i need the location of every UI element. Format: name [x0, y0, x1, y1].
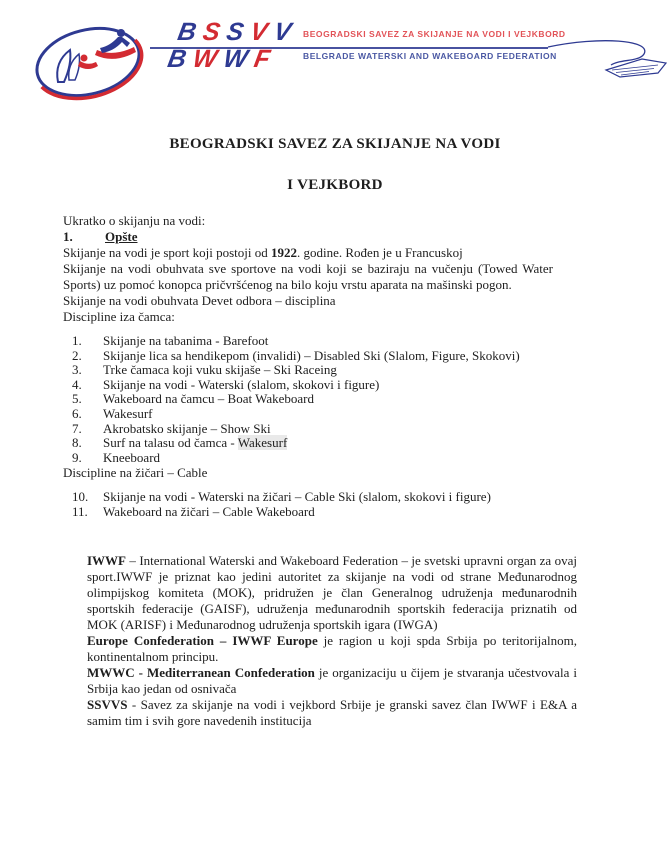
doc-title: BEOGRADSKI SAVEZ ZA SKIJANJE NA VODI: [169, 136, 501, 152]
list-item: [72, 407, 577, 422]
list-item: [72, 451, 577, 466]
mwwc-text: je organizaciju u čijem je stvaranja učestvovala i Srbija kao jedan od osnivača: [87, 664, 578, 696]
intro-text: Ukratko o skijanju na vodi:: [63, 213, 206, 228]
item-text: Skijanje lica sa hendikepom (invalidi) – Disabled Ski (Slalom, Figure, Skokovi): [103, 347, 520, 363]
cable-disciplines-heading: Discipline na žičari – Cable: [63, 465, 208, 481]
logo-acronym-top: BSSVV: [175, 18, 301, 46]
list-item: [72, 436, 577, 451]
list-item: [72, 505, 577, 520]
list-item: [72, 422, 577, 437]
list-item: [72, 363, 577, 378]
item-number: 8.: [72, 435, 82, 451]
section-heading: [63, 229, 577, 245]
logo-caption-serbian: BEOGRADSKI SAVEZ ZA SKIJANJE NA VODI I VEJKBORD: [303, 29, 566, 39]
boat-disciplines-heading: Discipline iza čamca:: [63, 309, 175, 324]
mwwc-bold: MWWC - Mediterranean Confederation: [87, 664, 315, 680]
year-bold: 1922: [271, 245, 297, 260]
item-number: 5.: [72, 391, 82, 407]
item-text: Wakesurf: [103, 405, 153, 421]
europe-bold: Europe Confederation – IWWF Europe: [87, 632, 318, 648]
item-text: Trke čamaca koji vuku skijaše – Ski Raceing: [103, 362, 337, 378]
item-number: 2.: [72, 347, 82, 363]
item-number: 1.: [72, 333, 82, 348]
boat-sketch-icon: [606, 59, 666, 77]
iwwf-bold: IWWF: [87, 552, 126, 568]
item-text: Wakeboard na žičari – Cable Wakeboard: [103, 503, 315, 519]
item-text: Akrobatsko skijanje – Show Ski: [103, 420, 271, 436]
paragraph-ssvvs: [87, 697, 577, 729]
cable-disciplines-list: [72, 490, 577, 519]
federations-block: [87, 553, 577, 729]
list-item: [72, 392, 577, 407]
item-text: Skijanje na tabanima - Barefoot: [103, 333, 269, 348]
paragraph-origin-tail: . godine. Rođen je u Francuskoj: [297, 245, 463, 260]
doc-subtitle: I VEJKBORD: [287, 177, 383, 193]
paragraph-iwwf: [87, 553, 577, 633]
list-item: [72, 490, 577, 505]
item-text: Skijanje na vodi - Waterski na žičari – Cable Ski (slalom, skokovi i figure): [103, 489, 491, 505]
section-heading-label: Opšte: [105, 229, 138, 244]
iwwf-text: – International Waterski and Wakeboard Federation – je svetski upravni organ za ovaj sport.IWWF je priznat kao jedini autoritet za skijanje na vodi od strane Međunarodnog olimpijskog komiteta (MOK), pridružen je član Generalnog udruženja međunarodnih sportskih federacije (GAISF), udruženja međunarodnih sportskih federacija priznatih od MOK (ARISF) i Međunarodnog udruženja sportskih igara (IWGA): [87, 552, 577, 632]
item-text: Wakeboard na čamcu – Boat Wakeboard: [103, 391, 314, 407]
item-number: 9.: [72, 449, 82, 465]
item-number: 3.: [72, 362, 82, 378]
highlighted-text: Wakesurf: [237, 435, 288, 451]
europe-text: je ragion u koji spda Srbija po teritorijalnom, kontinentalnom principu.: [87, 632, 577, 664]
list-item: [72, 378, 577, 393]
paragraph-origin: [63, 245, 553, 261]
item-number: 4.: [72, 376, 82, 392]
item-text: Kneeboard: [103, 449, 161, 465]
paragraph-nine-disciplines: Skijanje na vodi obuhvata Devet odbora – disciplina: [63, 293, 336, 308]
item-number: 10.: [72, 489, 89, 505]
ssvvs-text: - Savez za skijanje na vodi i vejkbord Srbije je granski savez član IWWF i E&A a samim tim i svih gore navedenih institucija: [87, 696, 577, 728]
item-number: 11.: [72, 503, 88, 519]
list-item: [72, 349, 577, 364]
waterski-emblem-icon: [30, 18, 149, 109]
item-number: 7.: [72, 420, 82, 436]
boat-disciplines-list: [72, 334, 577, 465]
ssvvs-bold: SSVVS: [87, 696, 128, 712]
list-item: [72, 334, 577, 349]
paragraph-origin-text: Skijanje na vodi je sport koji postoji od: [63, 245, 271, 260]
paragraph-mwwc: [87, 665, 577, 697]
item-text: Surf na talasu od čamca -: [103, 435, 238, 451]
logo-acronym-bottom: BWWF: [165, 45, 280, 73]
logo-caption-english: BELGRADE WATERSKI AND WAKEBOARD FEDERATION: [303, 51, 557, 61]
paragraph-definition: Skijanje na vodi obuhvata sve sportove na vodi koji se baziraju na vučenju (Towed Water Sports) uz pomoć konopca pričvršćenog na bilo koju vrstu aparata na mašinski pogon.: [63, 261, 553, 292]
item-text: Skijanje na vodi - Waterski (slalom, skokovi i figure): [103, 376, 380, 392]
item-number: 6.: [72, 405, 82, 421]
paragraph-europe: [87, 633, 577, 665]
swoosh-line: [548, 41, 645, 65]
document-body: [63, 213, 577, 729]
section-number: 1.: [63, 229, 73, 244]
